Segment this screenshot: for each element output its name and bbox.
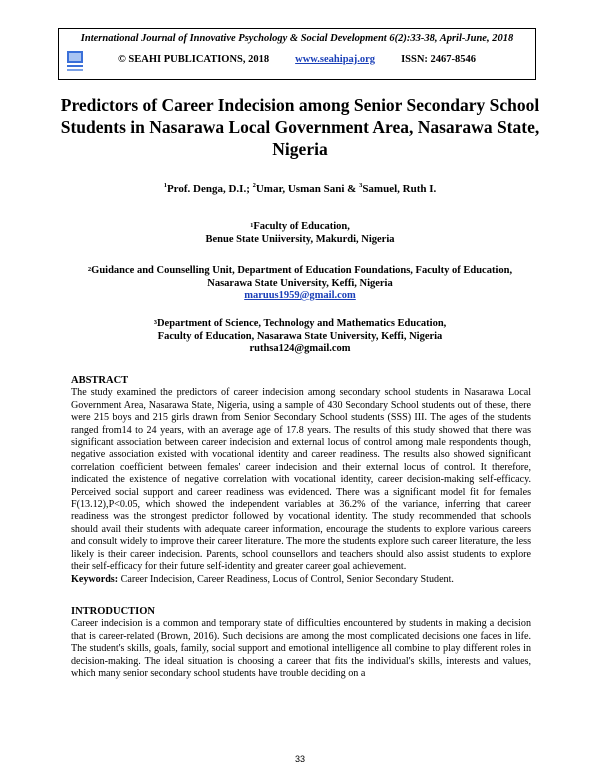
affiliation-1 [0, 221, 600, 246]
affiliation-2 [0, 265, 600, 303]
keywords-label: Keywords: [71, 573, 119, 585]
copyright-text: © SEAHI PUBLICATIONS, 2018 [117, 54, 270, 65]
journal-citation: International Journal of Innovative Psychology & Social Development 6(2):33-38, April-June, 2018 [80, 33, 514, 44]
author-list [0, 183, 600, 195]
introduction-text: Career indecision is a common and temporary state of difficulties encountered by students in making a decision that is career-related (Brown, 2016). Such decisions are among the most complicated decisions one faces in life. The student's skills, goals, family, social support and emotional intelligence all combine to play different roles in decision-making. The ideal situation is choosing a career that fits the individual's skills, interests and values, which many senior secondary school students have trouble deciding on a [71, 618, 531, 680]
affiliation-3 [0, 318, 600, 356]
affiliation-1-marker: 1 [250, 222, 254, 229]
abstract-section [71, 375, 531, 586]
issn-text: ISSN: 2467-8546 [401, 54, 477, 65]
introduction-heading: INTRODUCTION [71, 606, 156, 617]
author-2-marker: 2 [252, 182, 256, 189]
affiliation-3-line-2: Faculty of Education, Nasarawa State University, Keffi, Nigeria [157, 330, 443, 342]
journal-header [58, 28, 536, 80]
paper-title: Predictors of Career Indecision among Senior Secondary School Students in Nasarawa Local Government Area, Nasarawa State, Nigeria [60, 95, 540, 159]
keywords-text: Career Indecision, Career Readiness, Locus of Control, Senior Secondary Student. [118, 573, 454, 585]
author-3-name: Samuel, Ruth I. [362, 183, 437, 195]
introduction-section [71, 606, 531, 680]
author-2-name: Umar, Usman Sani & [255, 183, 360, 195]
affiliation-2-email-link[interactable]: maruus1959@gmail.com [244, 290, 356, 301]
affiliation-1-line-1: Faculty of Education, [253, 221, 350, 232]
abstract-text: The study examined the predictors of career indecision among secondary school students in Nasarawa Local Government Area, Nasarawa State, Nigeria, using a sample of 430 Secondary School students out of these, there were 215 boys and 215 girls drawn from Senior Secondary School students (SSS) III. The ages of the students ranged from14 to 24 years, with an average age of 17.8 years. The results of this study showed that there was significant association between career indecision and external locus of control among male respondents though, negative association existed with vocational identity and career readiness. The results also showed significant correlation coefficient between females' career indecision and their external locus of control. It therefore, indicated the existence of negative correlation with vocational identity, career decision-making self-efficacy. Perceived social support and career readiness was evidenced. There was a significant model fit for females F(13.12),P<0.05, which showed the independent variables at 36.2% of the variance, inferring that career readiness was the strongest predictor followed by vocational identity. The study recommended that schools should avail their students with adequate career information, encourage the students to explore various careers and consult widely to improve their career literature. The more the students explore such career literature, the less likely is their career indecision. Parents, school counsellors and teachers should also assist students to explore their self-efficacy for their future self-identity and greater career goal achievement. [71, 387, 531, 573]
affiliation-3-email: ruthsa124@gmail.com [249, 343, 351, 354]
affiliation-2-line-1: Guidance and Counselling Unit, Department of Education Foundations, Faculty of Education, [91, 265, 513, 276]
abstract-heading: ABSTRACT [71, 375, 129, 386]
affiliation-2-line-2: Nasarawa State University, Keffi, Nigeria [207, 277, 393, 289]
author-3-marker: 3 [359, 182, 363, 189]
author-1-marker: 1 [163, 182, 167, 189]
affiliation-2-marker: 2 [87, 266, 92, 273]
page-number: 33 [294, 754, 305, 764]
keywords-line [71, 574, 531, 586]
affiliation-3-marker: 3 [153, 319, 157, 326]
affiliation-3-line-1: Department of Science, Technology and Mathematics Education, [156, 318, 447, 329]
affiliation-1-line-2: Benue State Uniiversity, Makurdi, Nigeria [205, 233, 395, 245]
author-1-name: Prof. Denga, D.I.; [166, 183, 253, 195]
website-link[interactable]: www.seahipaj.org [295, 54, 376, 65]
publication-info [59, 54, 535, 65]
